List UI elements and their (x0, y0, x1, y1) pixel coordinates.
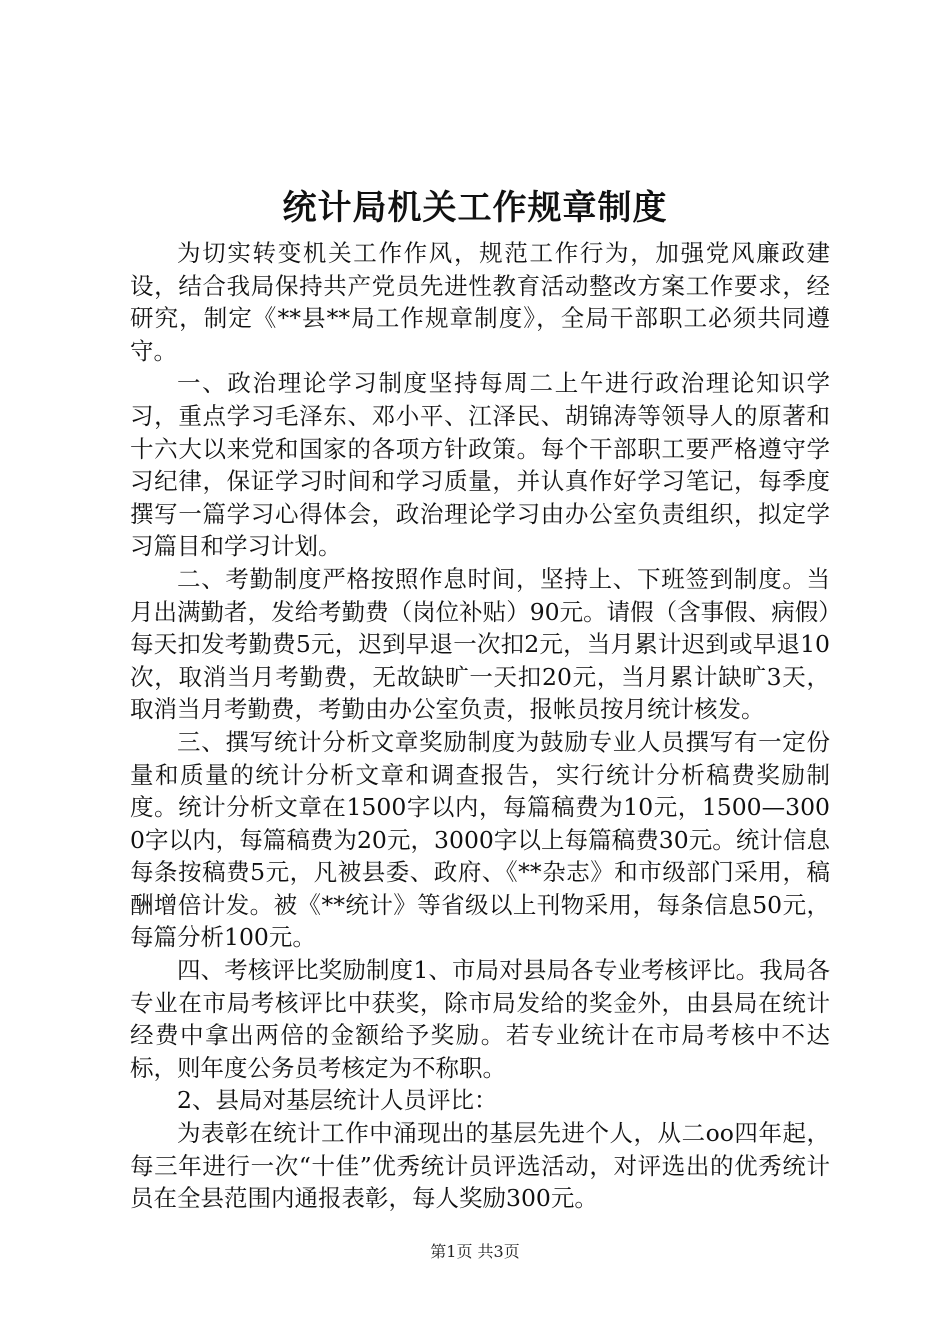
subsection-2-heading: 2、县局对基层统计人员评比： (177, 1086, 498, 1115)
document-title: 统计局机关工作规章制度 (282, 188, 668, 228)
section-4-evaluation-rewards: 四、考核评比奖励制度1、市局对县局各专业考核评比。我局各专业在市局考核评比中获奖，除市局发给的奖金外，由县局在统计经费中拿出两倍的金额给予奖励。若专业统计在市局考核中不达标，则年度公务员考核定为不称职。 (130, 956, 830, 1082)
section-3-article-rewards: 三、撰写统计分析文章奖励制度为鼓励专业人员撰写有一定份量和质量的统计分析文章和调查报告，实行统计分析稿费奖励制度。统计分析文章在1500字以内，每篇稿费为10元，1500—3000字以内，每篇稿费为20元，3000字以上每篇稿费30元。统计信息每条按稿费5元，凡被县委、政府、《**杂志》和市级部门采用，稿酬增倍计发。被《**统计》等省级以上刊物采用，每条信息50元，每篇分析100元。 (130, 727, 830, 952)
subsection-2-paragraph: 为表彰在统计工作中涌现出的基层先进个人，从二oo四年起，每三年进行一次“十佳”优秀统计员评选活动，对评选出的优秀统计员在全县范围内通报表彰，每人奖励300元。 (130, 1119, 830, 1213)
section-2-attendance: 二、考勤制度严格按照作息时间，坚持上、下班签到制度。当月出满勤者，发给考勤费（岗位补贴）90元。请假（含事假、病假）每天扣发考勤费5元，迟到早退一次扣2元，当月累计迟到或早退10次，取消当月考勤费，无故缺旷一天扣20元，当月累计缺旷3天，取消当月考勤费，考勤由办公室负责，报帐员按月统计核发。 (130, 564, 830, 724)
intro-paragraph: 为切实转变机关工作作风，规范工作行为，加强党风廉政建设，结合我局保持共产党员先进性教育活动整改方案工作要求，经研究，制定《**县**局工作规章制度》，全局干部职工必须共同遵守。 (130, 239, 830, 365)
document-body (130, 237, 830, 1215)
page-number-footer: 第1页 共3页 (430, 1242, 520, 1261)
section-1-political-study: 一、政治理论学习制度坚持每周二上午进行政治理论知识学习，重点学习毛泽东、邓小平、江泽民、胡锦涛等领导人的原著和十六大以来党和国家的各项方针政策。每个干部职工要严格遵守学习纪律，保证学习时间和学习质量，并认真作好学习笔记，每季度撰写一篇学习心得体会，政治理论学习由办公室负责组织，拟定学习篇目和学习计划。 (130, 369, 830, 561)
